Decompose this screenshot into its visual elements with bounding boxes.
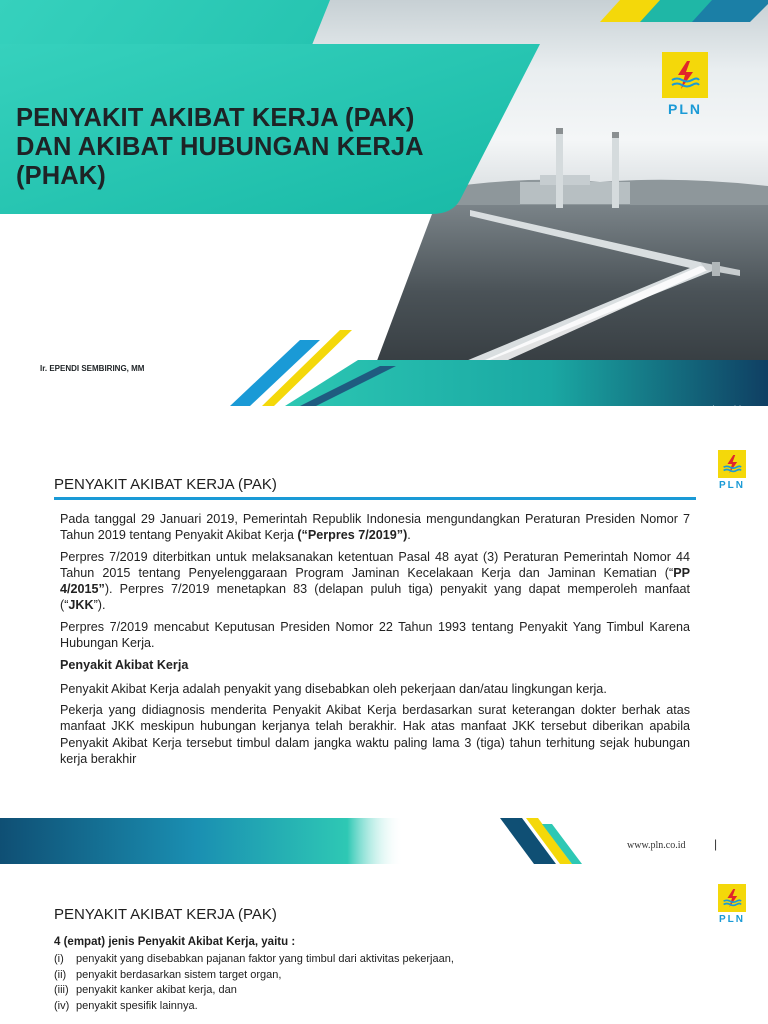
paragraph-1: Pada tanggal 29 Januari 2019, Pemerintah Republik Indonesia mengundangkan Peraturan Presiden Nomor 7 Tahun 2019 tentang Penyakit Akibat Kerja (“Perpres 7/2019”).: [60, 512, 690, 543]
content-slide-pak-types: [0, 864, 768, 1024]
slide-body: [60, 511, 690, 772]
pln-logo: [662, 52, 708, 117]
heading-underline: [54, 497, 696, 500]
paragraph-3: Perpres 7/2019 mencabut Keputusan Presiden Nomor 22 Tahun 1993 tentang Penyakit Yang Timbul Karena Hubungan Kerja.: [60, 619, 690, 651]
pln-logo: [718, 450, 746, 491]
title-line-3: (PHAK): [16, 162, 106, 190]
title-line-2: DAN AKIBAT HUBUNGAN KERJA: [16, 133, 424, 161]
slide-heading: PENYAKIT AKIBAT KERJA (PAK): [54, 906, 277, 923]
power-plant-photo: [0, 0, 768, 406]
author-name: Ir. EPENDI SEMBIRING, MM: [40, 364, 145, 373]
presentation-title: [16, 104, 486, 191]
paragraph-2: Perpres 7/2019 diterbitkan untuk melaksanakan ketentuan Pasal 48 ayat (3) Peraturan Pemerintah Nomor 44 Tahun 2015 tentang Penyelenggaraan Program Jaminan Kecelakaan Kerja dan Jaminan Kematian (“PP 4/2015”). Perpres 7/2019 menetapkan 83 (delapan puluh tiga) penyakit yang dapat memperoleh manfaat (“JKK”).: [60, 549, 690, 613]
list-item: (iv) penyakit spesifik lainnya.: [54, 999, 198, 1012]
footer-separator: |: [714, 837, 718, 851]
pln-lightning-logo-icon: [662, 52, 708, 98]
subheading: Penyakit Akibat Kerja: [60, 658, 189, 673]
list-intro: 4 (empat) jenis Penyakit Akibat Kerja, yaitu :: [54, 936, 296, 948]
chimney-left: [556, 128, 563, 208]
content-slide-pak: [0, 406, 768, 864]
pln-logo-text: PLN: [719, 914, 745, 925]
pln-logo-text: PLN: [719, 480, 745, 491]
list-item: (ii) penyakit berdasarkan sistem target organ,: [54, 968, 282, 981]
list-item: (iii) penyakit kanker akibat kerja, dan: [54, 984, 237, 996]
chimney-right: [612, 132, 619, 208]
paragraph-5: Pekerja yang didiagnosis menderita Penyakit Akibat Kerja berdasarkan surat keterangan dokter berhak atas manfaat JKK meskipun hubungan kerjanya telah berakhir. Hak atas manfaat JKK tersebut diberikan apabila Penyakit Akibat Kerja tersebut timbul dalam jangka waktu paling lama 3 (tiga) tahun terhitung sejak hubungan kerja berakhir: [60, 702, 690, 766]
pln-lightning-logo-icon: [718, 884, 746, 912]
pln-logo: [718, 884, 746, 925]
slide-heading: PENYAKIT AKIBAT KERJA (PAK): [54, 476, 277, 493]
paragraph-4: Penyakit Akibat Kerja adalah penyakit yang disebabkan oleh pekerjaan dan/atau lingkungan kerja.: [60, 681, 607, 696]
list-item: (i) penyakit yang disebabkan pajanan faktor yang timbul dari aktivitas pekerjaan,: [54, 953, 454, 965]
pak-types-list: [54, 952, 454, 1014]
conveyor-jetty: [420, 210, 720, 380]
website-url[interactable]: www.pln.co.id: [627, 840, 686, 851]
pln-lightning-logo-icon: [718, 450, 746, 478]
pln-logo-text: PLN: [668, 101, 702, 117]
title-slide: [0, 0, 768, 406]
title-line-1: PENYAKIT AKIBAT KERJA (PAK): [16, 104, 415, 132]
